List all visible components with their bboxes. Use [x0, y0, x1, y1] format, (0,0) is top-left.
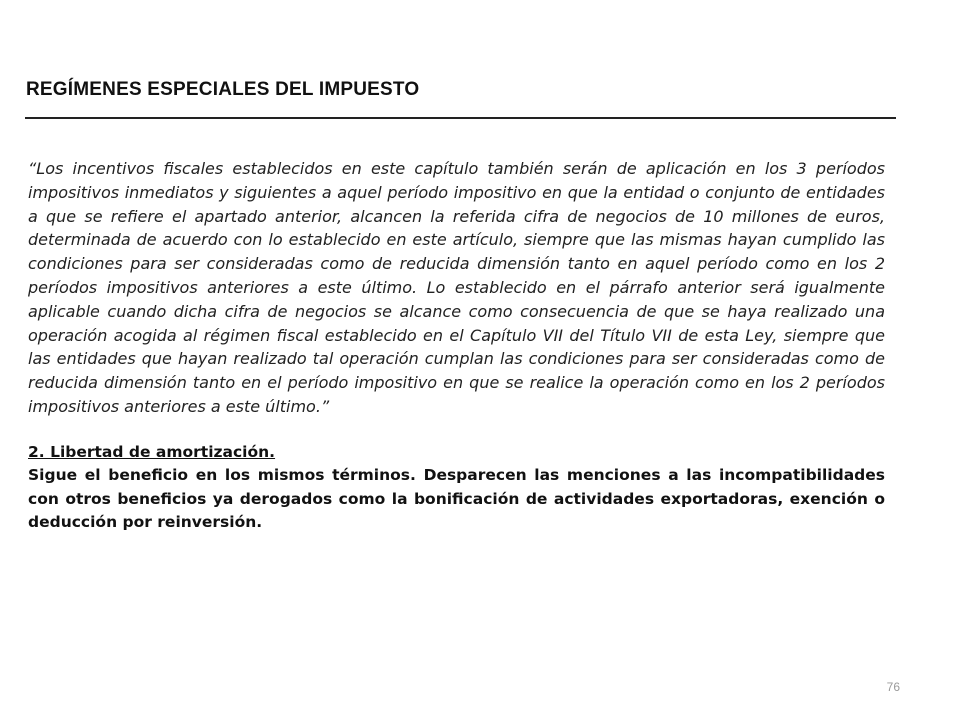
page-number: 76	[886, 680, 900, 694]
slide-content	[28, 157, 885, 535]
section-heading: 2. Libertad de amortización.	[28, 442, 276, 461]
title-divider	[25, 117, 896, 119]
legal-quote-paragraph: “Los incentivos fiscales establecidos en este capítulo también serán de aplicación en los 3 períodos impositivos inmediatos y siguientes a aquel período impositivo en que la entidad o conjunto de entidades a que se refiere el apartado anterior, alcancen la referida cifra de negocios de 10 millones de euros, determinada de acuerdo con lo establecido en este artículo, siempre que las mismas hayan cumplido las condiciones para ser consideradas como de reducida dimensión tanto en aquel período como en los 2 períodos impositivos anteriores a este último. Lo establecido en el párrafo anterior será igualmente aplicable cuando dicha cifra de negocios se alcance como consecuencia de que se haya realizado una operación acogida al régimen fiscal establecido en el Capítulo VII del Título VII de esta Ley, siempre que las entidades que hayan realizado tal operación cumplan las condiciones para ser consideradas como de reducida dimensión tanto en el período impositivo en que se realice la operación como en los 2 períodos impositivos anteriores a este último.”	[28, 159, 885, 416]
section-body-paragraph: Sigue el beneficio en los mismos términos. Desparecen las menciones a las incompatibilidades con otros beneficios ya derogados como la bonificación de actividades exportadoras, exención o deducción por reinversión.	[28, 465, 885, 532]
slide-title: REGÍMENES ESPECIALES DEL IMPUESTO	[26, 79, 420, 100]
